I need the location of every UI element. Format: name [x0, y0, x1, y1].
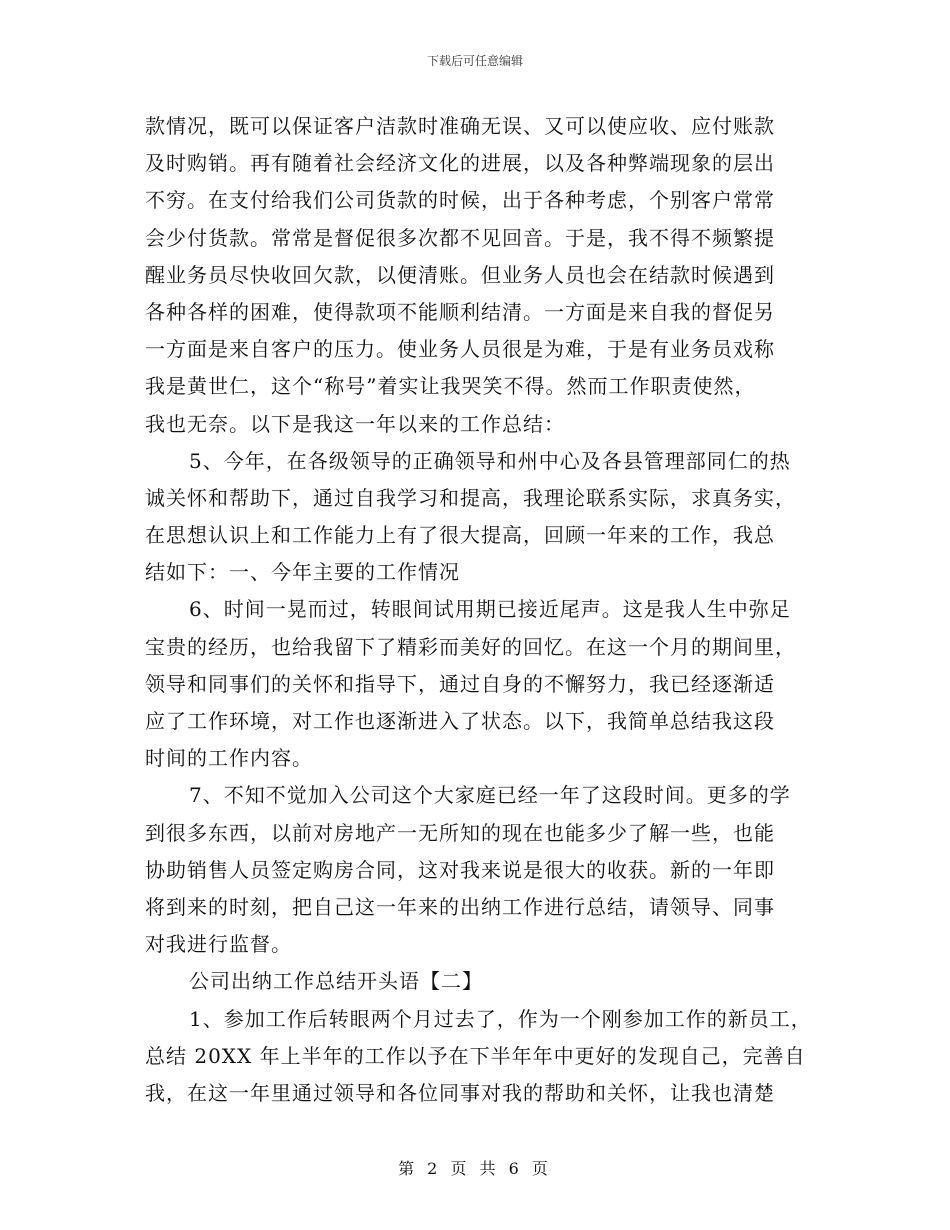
text-line: 6、时间一晃而过，转眼间试用期已接近尾声。这是我人生中弥足 — [189, 597, 791, 622]
text-line: 诚关怀和帮助下，通过自我学习和提高，我理论联系实际，求真务实， — [145, 485, 796, 510]
document-body — [145, 108, 825, 1112]
text-line: 我也无奈。以下是我这一年以来的工作总结： — [145, 411, 565, 436]
text-line: 结如下：一、今年主要的工作情况 — [145, 560, 460, 585]
text-line: 将到来的时刻，把自己这一年来的出纳工作进行总结，请领导、同事 — [145, 894, 775, 919]
text-line: 会少付货款。常常是督促很多次都不见回音。于是，我不得不频繁提 — [145, 225, 775, 250]
page-footer: 第 2 页 共 6 页 — [398, 1159, 552, 1178]
text-line: 醒业务员尽快收回欠款，以便清账。但业务人员也会在结款时候遇到 — [145, 262, 775, 287]
text-line: 不穷。在支付给我们公司货款的时候，出于各种考虑，个别客户常常 — [145, 188, 775, 213]
text-line: 在思想认识上和工作能力上有了很大提高，回顾一年来的工作，我总 — [145, 523, 775, 548]
text-line: 公司出纳工作总结开头语【二】 — [189, 969, 483, 994]
text-line: 我，在这一年里通过领导和各位同事对我的帮助和关怀，让我也清楚 — [145, 1080, 775, 1105]
text-line: 我是黄世仁，这个“称号”着实让我哭笑不得。然而工作职责使然， — [145, 374, 756, 399]
text-line: 一方面是来自客户的压力。使业务人员很是为难，于是有业务员戏称 — [145, 337, 775, 362]
text-line: 各种各样的困难，使得款项不能顺利结清。一方面是来自我的督促另 — [145, 299, 775, 324]
text-line: 及时购销。再有随着社会经济文化的进展，以及各种弊端现象的层出 — [145, 151, 775, 176]
text-line: 协助销售人员签定购房合同，这对我来说是很大的收获。新的一年即 — [145, 857, 775, 882]
text-line: 总结 20XX 年上半年的工作以予在下半年年中更好的发现自己，完善自 — [145, 1043, 806, 1068]
text-line: 到很多东西，以前对房地产一无所知的现在也能多少了解一些，也能 — [145, 820, 775, 845]
text-line: 对我进行监督。 — [145, 932, 292, 957]
page-header: 下载后可任意编辑 — [426, 54, 523, 68]
text-line: 时间的工作内容。 — [145, 746, 313, 771]
text-line: 宝贵的经历，也给我留下了精彩而美好的回忆。在这一个月的期间里， — [145, 634, 796, 659]
text-line: 1、参加工作后转眼两个月过去了，作为一个刚参加工作的新员工， — [189, 1006, 812, 1031]
text-line: 5、今年，在各级领导的正确领导和州中心及各县管理部同仁的热 — [189, 448, 791, 473]
text-line: 7、不知不觉加入公司这个大家庭已经一年了这段时间。更多的学 — [189, 783, 791, 808]
text-line: 应了工作环境，对工作也逐渐进入了状态。以下，我简单总结我这段 — [145, 709, 775, 733]
text-line: 款情况，既可以保证客户洁款时准确无误、又可以使应收、应付账款 — [145, 114, 775, 138]
text-line: 领导和同事们的关怀和指导下，通过自身的不懈努力，我已经逐渐适 — [145, 671, 775, 696]
